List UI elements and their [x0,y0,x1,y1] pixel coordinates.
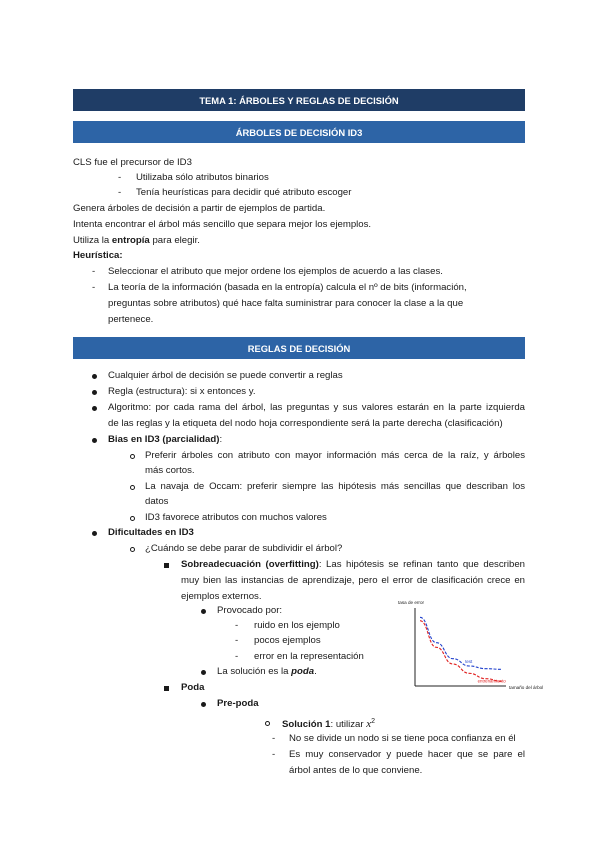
section-header-reglas [73,337,525,359]
reglas-b1: Cualquier árbol de decisión se puede convertir a reglas [108,370,343,381]
bullet-icon [92,531,97,536]
dificultades-bold: Dificultades en ID3 [108,527,194,538]
provocado-label: Provocado por: [217,605,283,616]
utiliza-line [73,235,200,247]
cause-3: error en la representación [254,651,364,662]
cls-item-1: Utilizaba sólo atributos binarios [136,172,269,183]
dificultades-question: ¿Cuándo se debe parar de subdividir el árbol? [145,543,343,554]
dash-marker: - [118,172,122,183]
heur-item-1: Seleccionar el atributo que mejor ordene los ejemplos de acuerdo a las clases. [108,266,443,277]
section-header-id3 [73,121,525,143]
sol1-item-2-line-2: árbol antes de lo que conviene. [289,765,423,776]
square-bullet-icon [164,563,169,568]
heur-item-2-line-1: La teoría de la información (basada en la entropía) calcula el nº de bits (información, [108,282,467,293]
solucion-post: . [314,666,317,677]
section-title-reglas: REGLAS DE DECISIÓN [247,342,351,354]
intenta-line: Intenta encontrar el árbol más sencillo que separa mejor los ejemplos. [73,219,372,230]
bias-1-line-1: Preferir árboles con atributo con mayor información más cerca de la raíz, y árboles [145,450,525,461]
bullet-icon [92,390,97,395]
cause-1: ruido en los ejemplo [254,620,340,631]
reglas-b3-line-1: Algoritmo: por cada rama del árbol, las preguntas y sus valores estarán en la parte izquierda [108,402,525,413]
series-line-entrenamiento [420,621,502,682]
overfitting-chart [398,600,568,694]
dificultades-label [108,527,194,539]
prepoda-bold: Pre-poda [217,698,259,709]
solucion1-exp: 2 [371,718,376,725]
bullet-icon [201,609,206,614]
dash-marker: - [235,635,239,646]
dash-marker: - [92,282,96,293]
circle-bullet-icon [130,454,135,459]
heuristica-label [73,250,123,262]
bullet-icon [92,374,97,379]
square-bullet-icon [164,686,169,691]
heur-item-2-line-3: pertenece. [108,314,154,325]
solucion1-rest: : utilizar [330,719,367,731]
bullet-icon [201,702,206,707]
reglas-b3-line-2: de las reglas y la etiqueta del nodo hoja correspondiente será la parte derecha (clasificación) [108,418,503,429]
dash-marker: - [235,651,239,662]
document-title-bar [73,89,525,111]
cls-intro: CLS fue el precursor de ID3 [73,157,192,168]
circle-bullet-icon [265,721,270,726]
bullet-icon [201,670,206,675]
circle-bullet-icon [130,516,135,521]
bias-colon: : [219,434,223,445]
utiliza-post: para elegir. [149,235,200,246]
series-line-test [420,617,502,669]
bias-3: ID3 favorece atributos con muchos valores [145,512,327,523]
solucion-line [217,666,317,678]
sol1-item-2-line-1: Es muy conservador y puede hacer que se pare el [289,749,525,760]
bias-bold: Bias en ID3 (parcialidad) [108,434,220,445]
circle-bullet-icon [130,485,135,490]
sobre-bold: Sobreadecuación (overfitting) [181,559,319,570]
bullet-icon [92,438,97,443]
cause-2: pocos ejemplos [254,635,321,646]
circle-bullet-icon [130,547,135,552]
heuristica-bold: Heurística: [73,250,123,261]
sol1-item-1: No se divide un nodo si se tiene poca confianza en él [289,733,516,744]
dash-marker: - [92,266,96,277]
bias-2-line-1: La navaja de Occam: preferir siempre las hipótesis más sencillas que describan los [145,481,525,492]
poda-bold: Poda [181,682,205,693]
sobre-line-3: ejemplos externos. [181,591,262,602]
solucion-pre: La solución es la [217,666,292,677]
document-title: TEMA 1: ÁRBOLES Y REGLAS DE DECISIÓN [199,94,399,106]
dash-marker: - [272,733,276,744]
sobre-rest: : Las hipótesis se refinan tanto que describen [318,559,525,570]
series-label-test: test [465,659,473,664]
utiliza-bold: entropía [111,235,150,246]
solucion-bold: poda [291,666,315,677]
poda-label [181,682,204,694]
solucion1-bold: Solución 1 [282,719,331,731]
cls-item-2: Tenía heurísticas para decidir qué atributo escoger [136,187,352,198]
sobre-line-2: muy bien las instancias de aprendizaje, pero el error de clasificación crece en [181,575,525,586]
heur-item-2-line-2: preguntas sobre atributos) qué hace falta suministrar para conocer la clase a la que [108,298,464,309]
bias-1-line-2: más cortos. [145,465,195,476]
solucion1-var: x [366,718,372,731]
section-title-id3: ÁRBOLES DE DECISIÓN ID3 [235,126,363,138]
dash-marker: - [272,749,276,760]
sobre-line-1 [181,559,525,571]
x-axis-label: tamaño del árbol [509,685,544,690]
bullet-icon [92,406,97,411]
bias-label [108,434,222,446]
reglas-b2: Regla (estructura): si x entonces y. [108,386,256,397]
dash-marker: - [235,620,239,631]
bias-2-line-2: datos [145,496,169,507]
series-label-entrenamiento: entrenamiento [477,678,506,684]
y-axis-label: tasa de error [398,600,425,605]
genera-line: Genera árboles de decisión a partir de ejemplos de partida. [73,203,326,214]
utiliza-pre: Utiliza la [73,235,112,246]
dash-marker: - [118,187,122,198]
solucion1-line [282,716,375,731]
prepoda-label [217,698,259,710]
